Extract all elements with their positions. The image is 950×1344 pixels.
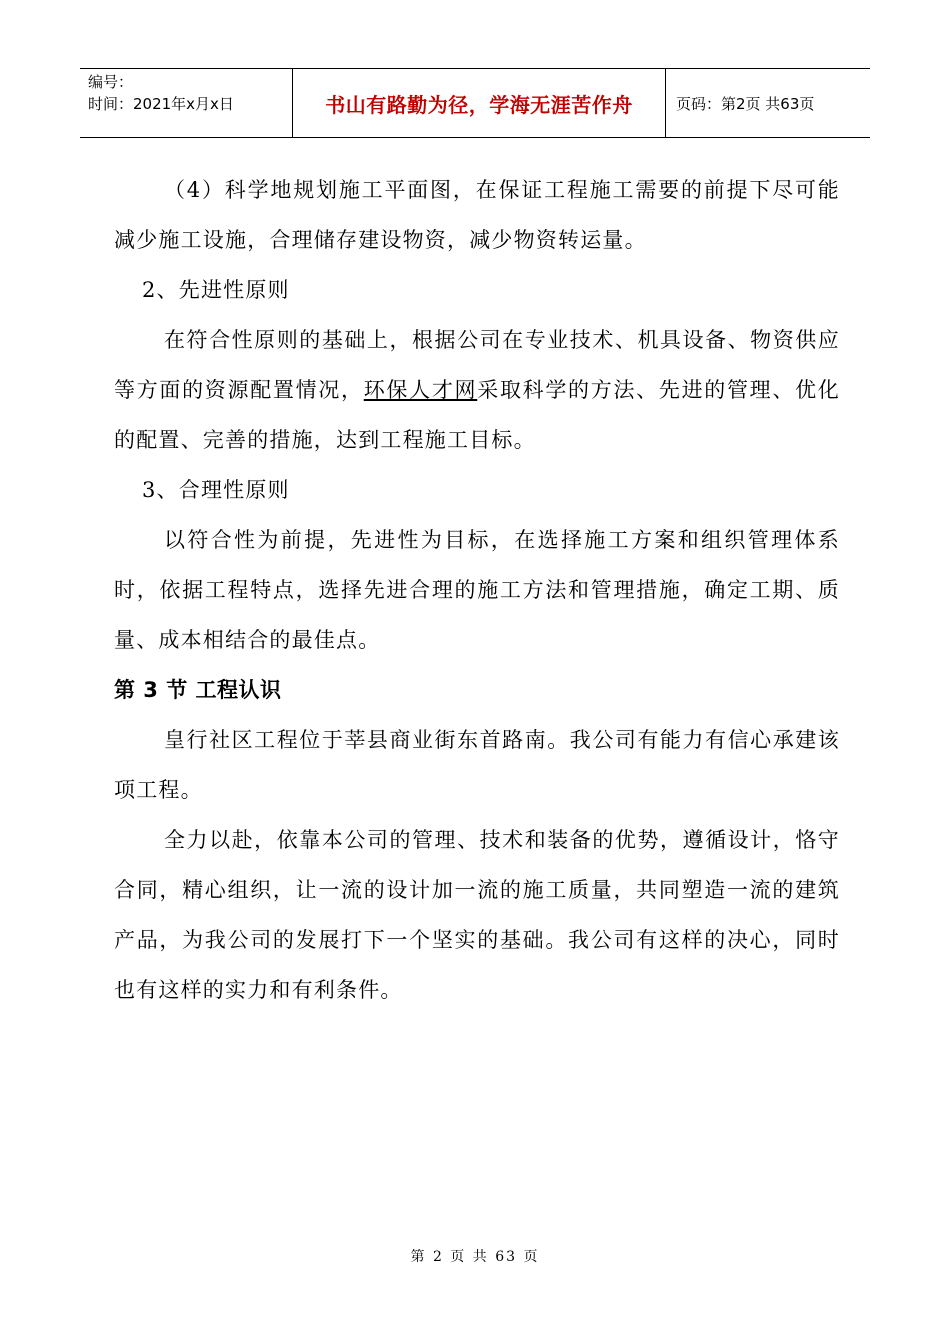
document-body <box>114 165 840 1015</box>
header-page-info: 页码：第2页 共63页 <box>676 94 815 113</box>
header-left-cell <box>80 69 293 137</box>
heading-rational-principle: 3、合理性原则 <box>142 478 290 502</box>
link-env-talent-network[interactable]: 环保人才网 <box>363 378 478 402</box>
code-label: 编号： <box>88 73 134 91</box>
paragraph-4: 皇行社区工程位于莘县商业街东首路南。我公司有能力有信心承建该项工程。 <box>114 728 840 802</box>
paragraph-1: （4）科学地规划施工平面图，在保证工程施工需要的前提下尽可能减少施工设施，合理储存建设物资，减少物资转运量。 <box>114 178 840 252</box>
heading-advanced-principle: 2、先进性原则 <box>142 278 290 302</box>
section-title: 第 3 节 工程认识 <box>114 678 282 702</box>
paragraph-2-part-a: 在符合性原则的基础上，根据公司在专业技术、机具设备、物资供应等方面的资源配置情况， <box>114 328 840 402</box>
page-header <box>80 68 870 138</box>
paragraph-2 <box>114 315 840 465</box>
paragraph-5: 全力以赴，依靠本公司的管理、技术和装备的优势，遵循设计，恪守合同，精心组织，让一流的设计加一流的施工质量，共同塑造一流的建筑产品，为我公司的发展打下一个坚实的基础。我公司有这样的决心，同时也有这样的实力和有利条件。 <box>114 828 840 1002</box>
paragraph-2-part-b: 采取科学的方法、先进的管理、优化的配置、完善的措施，达到工程施工目标。 <box>114 378 840 452</box>
paragraph-3: 以符合性为前提，先进性为目标，在选择施工方案和组织管理体系时，依据工程特点，选择先进合理的施工方法和管理措施，确定工期、质量、成本相结合的最佳点。 <box>114 528 840 652</box>
date-label: 时间：2021年x月x日 <box>88 95 234 113</box>
header-motto: 书山有路勤为径，学海无涯苦作舟 <box>293 69 666 137</box>
page-footer: 第 2 页 共 63 页 <box>410 1249 540 1265</box>
